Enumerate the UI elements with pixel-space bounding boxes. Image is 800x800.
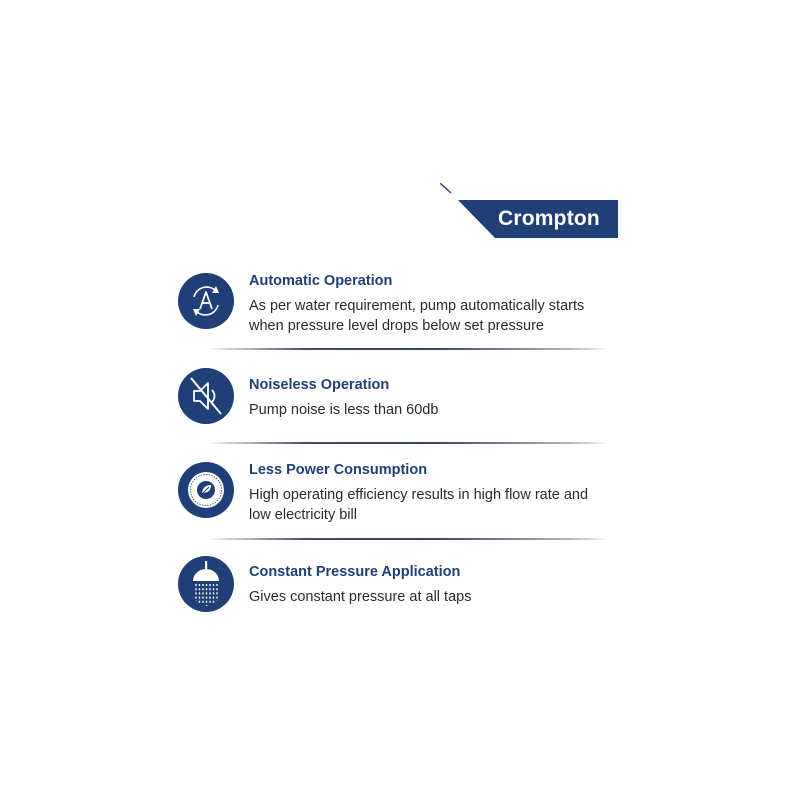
speaker-muted-icon: [178, 368, 234, 424]
divider: [205, 442, 610, 444]
divider: [205, 538, 610, 540]
brand-logo-text: Crompton: [498, 207, 600, 230]
energy-efficient-icon: [178, 462, 234, 518]
feature-title: Constant Pressure Application: [249, 564, 461, 580]
feature-description: As per water requirement, pump automatically starts when pressure level drops below set pressure: [249, 298, 585, 334]
feature-title: Less Power Consumption: [249, 462, 428, 478]
feature-constant-pressure-application: [178, 556, 618, 616]
feature-title: Automatic Operation: [249, 273, 393, 289]
divider: [205, 348, 610, 350]
feature-title: Noiseless Operation: [249, 377, 390, 393]
feature-noiseless-operation: [178, 368, 618, 428]
feature-less-power-consumption: [178, 462, 618, 532]
feature-description: Gives constant pressure at all taps: [249, 589, 472, 605]
feature-description: Pump noise is less than 60db: [249, 402, 439, 418]
shower-icon: [178, 556, 234, 612]
feature-automatic-operation: [178, 273, 618, 343]
auto-cycle-icon: [178, 273, 234, 329]
brand-banner: [440, 183, 618, 241]
feature-description: High operating efficiency results in high flow rate and low electricity bill: [249, 487, 589, 523]
